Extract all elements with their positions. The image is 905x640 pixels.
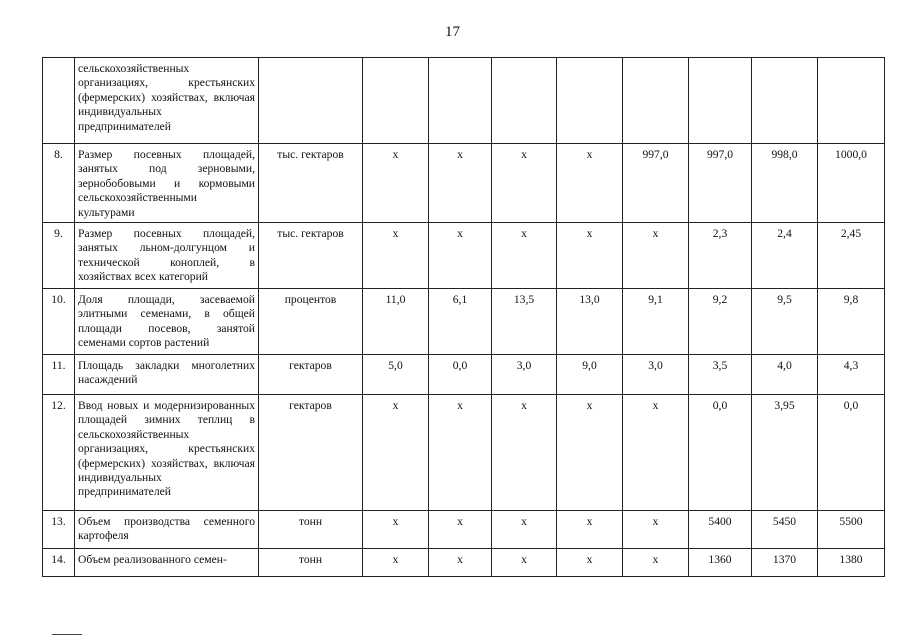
value-cell: 3,0: [492, 355, 557, 395]
value-cell: 9,5: [752, 289, 818, 355]
indicator-name: Объем производства семенного картофеля: [75, 511, 259, 549]
value-cell: 1000,0: [818, 144, 885, 223]
indicator-name: Размер посевных площадей, занятых под зерновыми, зернобобовыми и кормовыми сельскохозяйственными культурами: [75, 144, 259, 223]
row-number: 9.: [43, 223, 75, 289]
value-cell: 997,0: [623, 144, 689, 223]
indicator-name: Площадь закладки многолетних насаждений: [75, 355, 259, 395]
row-number: 8.: [43, 144, 75, 223]
value-cell: 11,0: [363, 289, 429, 355]
value-cell: х: [557, 144, 623, 223]
value-cell: 9,0: [557, 355, 623, 395]
value-cell: х: [429, 511, 492, 549]
value-cell: 1360: [689, 549, 752, 577]
unit-cell: гектаров: [259, 395, 363, 511]
value-cell: х: [557, 511, 623, 549]
value-cell: 13,5: [492, 289, 557, 355]
table-body: [43, 58, 885, 577]
value-cell: х: [492, 511, 557, 549]
value-cell: х: [429, 223, 492, 289]
value-cell: х: [623, 395, 689, 511]
value-cell: [689, 58, 752, 144]
value-cell: х: [429, 395, 492, 511]
value-cell: 2,45: [818, 223, 885, 289]
value-cell: х: [623, 511, 689, 549]
unit-cell: [259, 58, 363, 144]
row-number: 14.: [43, 549, 75, 577]
value-cell: х: [557, 549, 623, 577]
table-row: [43, 58, 885, 144]
table-row: [43, 355, 885, 395]
value-cell: х: [557, 223, 623, 289]
value-cell: 998,0: [752, 144, 818, 223]
value-cell: х: [363, 549, 429, 577]
value-cell: 1370: [752, 549, 818, 577]
unit-cell: тонн: [259, 511, 363, 549]
value-cell: 2,3: [689, 223, 752, 289]
unit-cell: тыс. гектаров: [259, 223, 363, 289]
unit-cell: гектаров: [259, 355, 363, 395]
value-cell: х: [363, 511, 429, 549]
value-cell: 6,1: [429, 289, 492, 355]
value-cell: 9,1: [623, 289, 689, 355]
value-cell: [752, 58, 818, 144]
unit-cell: процентов: [259, 289, 363, 355]
table-row: [43, 289, 885, 355]
indicator-name: Доля площади, засеваемой элитными семенами, в общей площади посевов, занятой семенами сортов растений: [75, 289, 259, 355]
table-row: [43, 223, 885, 289]
value-cell: 0,0: [689, 395, 752, 511]
value-cell: х: [492, 395, 557, 511]
value-cell: 4,0: [752, 355, 818, 395]
footnote-rule: [52, 634, 82, 635]
value-cell: 1380: [818, 549, 885, 577]
value-cell: х: [557, 395, 623, 511]
value-cell: 5,0: [363, 355, 429, 395]
value-cell: 3,5: [689, 355, 752, 395]
indicator-name: сельскохозяйственных организациях, крестьянских (фермерских) хозяйствах, включая индивидуальных предпринимателей: [75, 58, 259, 144]
indicator-name: Ввод новых и модернизированных площадей зимних теплиц в сельскохозяйственных организациях, крестьянских (фермерских) хозяйствах, включая индивидуальных предпринимателей: [75, 395, 259, 511]
value-cell: [492, 58, 557, 144]
value-cell: 9,8: [818, 289, 885, 355]
value-cell: 0,0: [818, 395, 885, 511]
value-cell: х: [429, 549, 492, 577]
value-cell: х: [363, 144, 429, 223]
indicator-name: Объем реализованного семен-: [75, 549, 259, 577]
value-cell: 9,2: [689, 289, 752, 355]
value-cell: [623, 58, 689, 144]
page-number: 17: [445, 24, 460, 40]
table-row: [43, 511, 885, 549]
unit-cell: тыс. гектаров: [259, 144, 363, 223]
row-number: 13.: [43, 511, 75, 549]
indicator-name: Размер посевных площадей, занятых льном-долгунцом и технической коноплей, в хозяйствах всех категорий: [75, 223, 259, 289]
value-cell: х: [429, 144, 492, 223]
row-number: 10.: [43, 289, 75, 355]
value-cell: [818, 58, 885, 144]
row-number: 11.: [43, 355, 75, 395]
value-cell: [557, 58, 623, 144]
value-cell: 5450: [752, 511, 818, 549]
value-cell: х: [492, 144, 557, 223]
value-cell: [429, 58, 492, 144]
value-cell: х: [623, 549, 689, 577]
value-cell: 3,0: [623, 355, 689, 395]
value-cell: х: [623, 223, 689, 289]
row-number: 12.: [43, 395, 75, 511]
value-cell: х: [492, 549, 557, 577]
value-cell: х: [363, 395, 429, 511]
value-cell: 13,0: [557, 289, 623, 355]
value-cell: 5400: [689, 511, 752, 549]
unit-cell: тонн: [259, 549, 363, 577]
value-cell: 0,0: [429, 355, 492, 395]
value-cell: 997,0: [689, 144, 752, 223]
value-cell: 2,4: [752, 223, 818, 289]
row-number: [43, 58, 75, 144]
indicators-table: [42, 57, 885, 577]
value-cell: х: [492, 223, 557, 289]
table-row: [43, 395, 885, 511]
value-cell: 3,95: [752, 395, 818, 511]
table-row: [43, 144, 885, 223]
table-row: [43, 549, 885, 577]
value-cell: х: [363, 223, 429, 289]
value-cell: 4,3: [818, 355, 885, 395]
value-cell: [363, 58, 429, 144]
value-cell: 5500: [818, 511, 885, 549]
